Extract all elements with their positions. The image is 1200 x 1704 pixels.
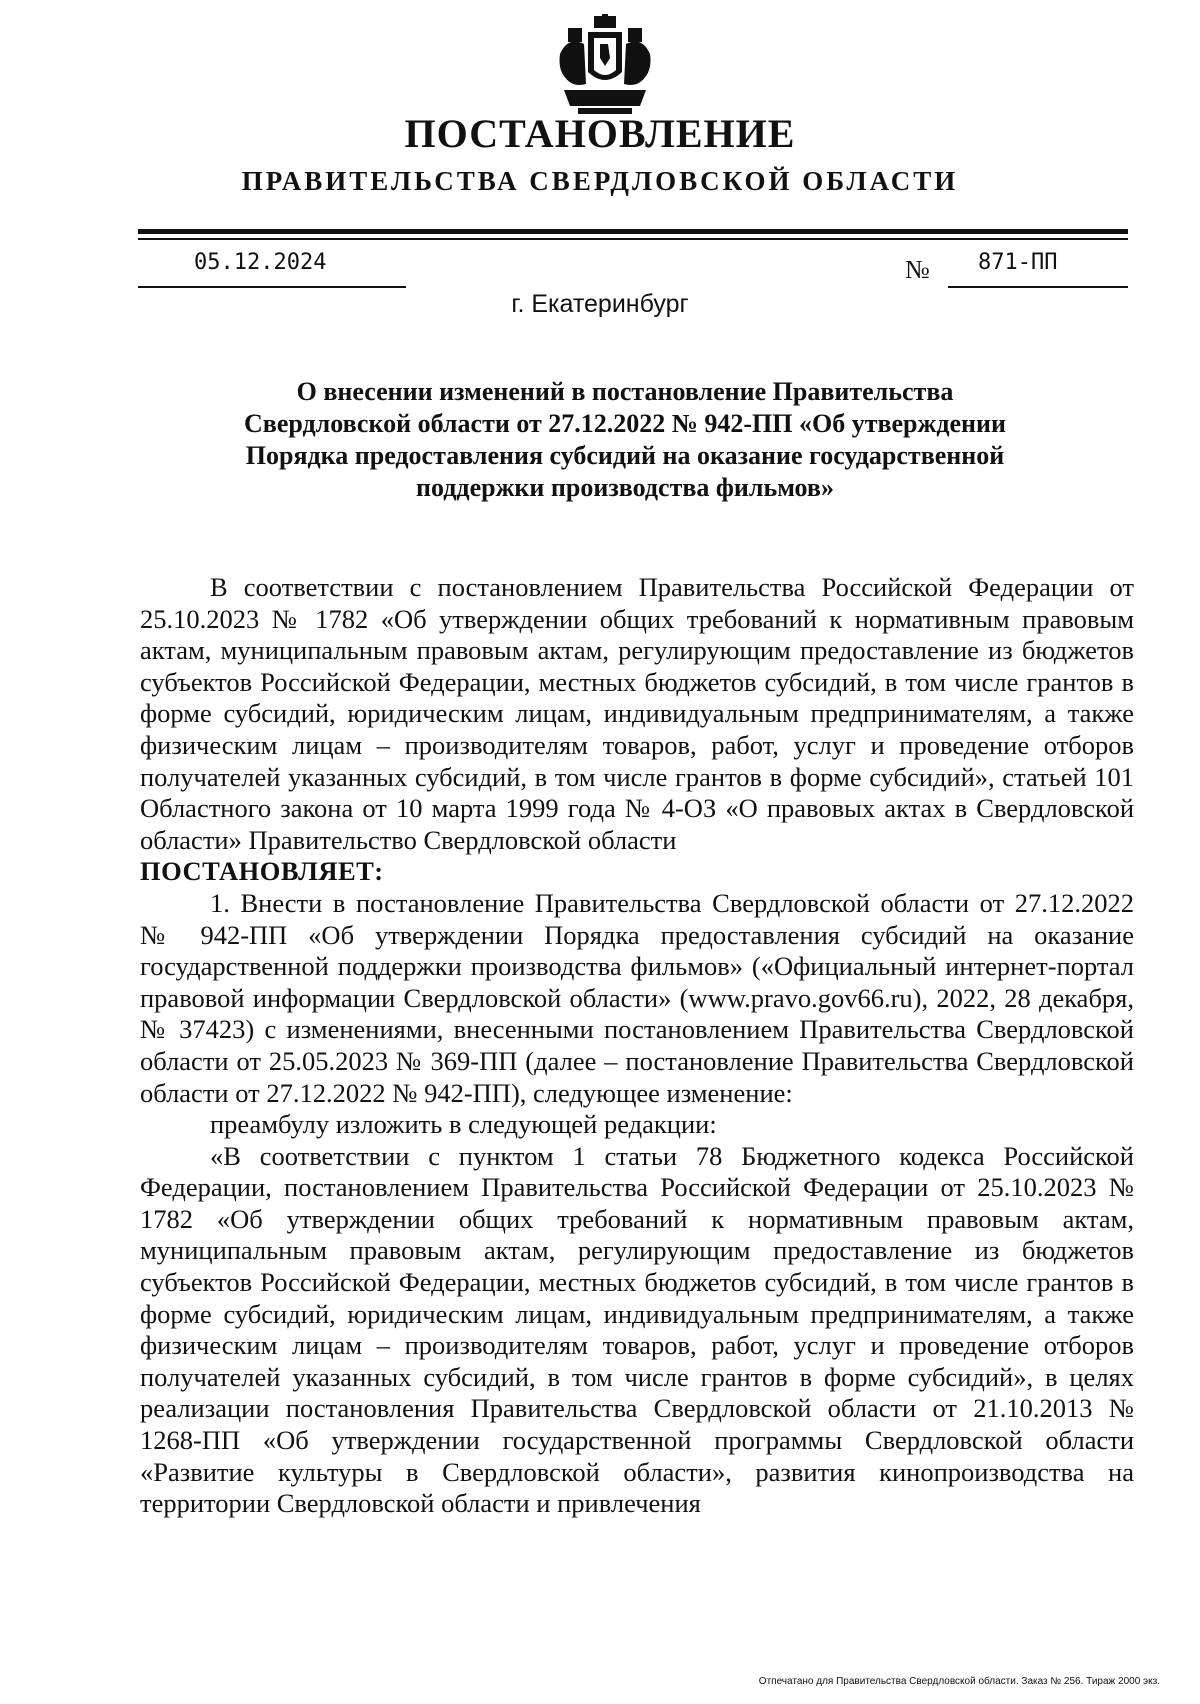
number-field [948,250,1128,288]
heading-line: Свердловской области от 27.12.2022 № 942-ПП «Об утверждении [244,409,1006,438]
print-imprint: Отпечатано для Правительства Свердловской области. Заказ № 256. Тираж 2000 экз. [758,1676,1160,1687]
paragraph-new-preamble: «В соответствии с пунктом 1 статьи 78 Бюджетного кодекса Российской Федерации, постановлением Правительства Российской Федерации от 25.10.2023 № 1782 «Об утверждении общих требований к нормативным правовым актам, муниципальным правовым актам, регулирующим предоставление из бюджетов субъектов Российской Федерации, местных бюджетов субсидий, в том числе грантов в форме субсидий, юридическим лицам, индивидуальным предпринимателям, а также физическим лицам – производителям товаров, работ, услуг и проведение отборов получателей указанных субсидий, в том числе грантов в форме субсидий», в целях реализации постановления Правительства Свердловской области от 21.10.2013 № 1268-ПП «Об утверждении государственной программы Свердловской области «Развитие культуры в Свердловской области», развития кинопроизводства на территории Свердловской области и привлечения [140,1140,1134,1519]
date-field [138,250,406,288]
document-subtitle: ПРАВИТЕЛЬСТВА СВЕРДЛОВСКОЙ ОБЛАСТИ [241,166,959,196]
heading-line: Порядка предоставления субсидий на оказание государственной [245,441,1005,470]
number-sign: № [905,255,930,284]
document-city: г. Екатеринбург [511,290,689,318]
header-divider-thin [138,238,1128,240]
header-divider-thick [138,229,1128,234]
paragraph-instruction: преамбулу изложить в следующей редакции: [210,1109,717,1140]
coat-of-arms-icon [550,14,660,116]
document-date: 05.12.2024 [194,250,327,275]
document-title: ПОСТАНОВЛЕНИЕ [404,111,796,156]
document-body [140,572,1134,1520]
paragraph-preamble: В соответствии с постановлением Правительства Российской Федерации от 25.10.2023 № 1782 «Об утверждении общих требований к нормативным правовым актам, муниципальным правовым актам, регулирующим предоставление из бюджетов субъектов Российской Федерации, местных бюджетов субсидий, в том числе грантов в форме субсидий, юридическим лицам, индивидуальным предпринимателям, а также физическим лицам – производителям товаров, работ, услуг и проведение отборов получателей указанных субсидий, в том числе грантов в форме субсидий», статьей 101 Областного закона от 10 марта 1999 года № 4-ОЗ «О правовых актах в Свердловской области» Правительство Свердловской области [140,572,1134,855]
heading-line: поддержки производства фильмов» [416,473,834,502]
paragraph-item-1: 1. Внести в постановление Правительства Свердловской области от 27.12.2022 № 942-ПП «Об утверждении Порядка предоставления субсидий на оказание государственной поддержки производства фильмов» («Официальный интернет-портал правовой информации Свердловской области» (www.pravo.gov66.ru), 2022, 28 декабря, № 37423) с изменениями, внесенными постановлением Правительства Свердловской области от 25.05.2023 № 369-ПП (далее – постановление Правительства Свердловской области от 27.12.2022 № 942-ПП), следующее изменение: [140,887,1134,1108]
document-number: 871-ПП [978,250,1058,275]
document-heading [160,376,1090,504]
resolves-text: ПОСТАНОВЛЯЕТ: [140,856,384,887]
resolves-label [140,856,1134,888]
heading-line: О внесении изменений в постановление Правительства [296,377,954,406]
